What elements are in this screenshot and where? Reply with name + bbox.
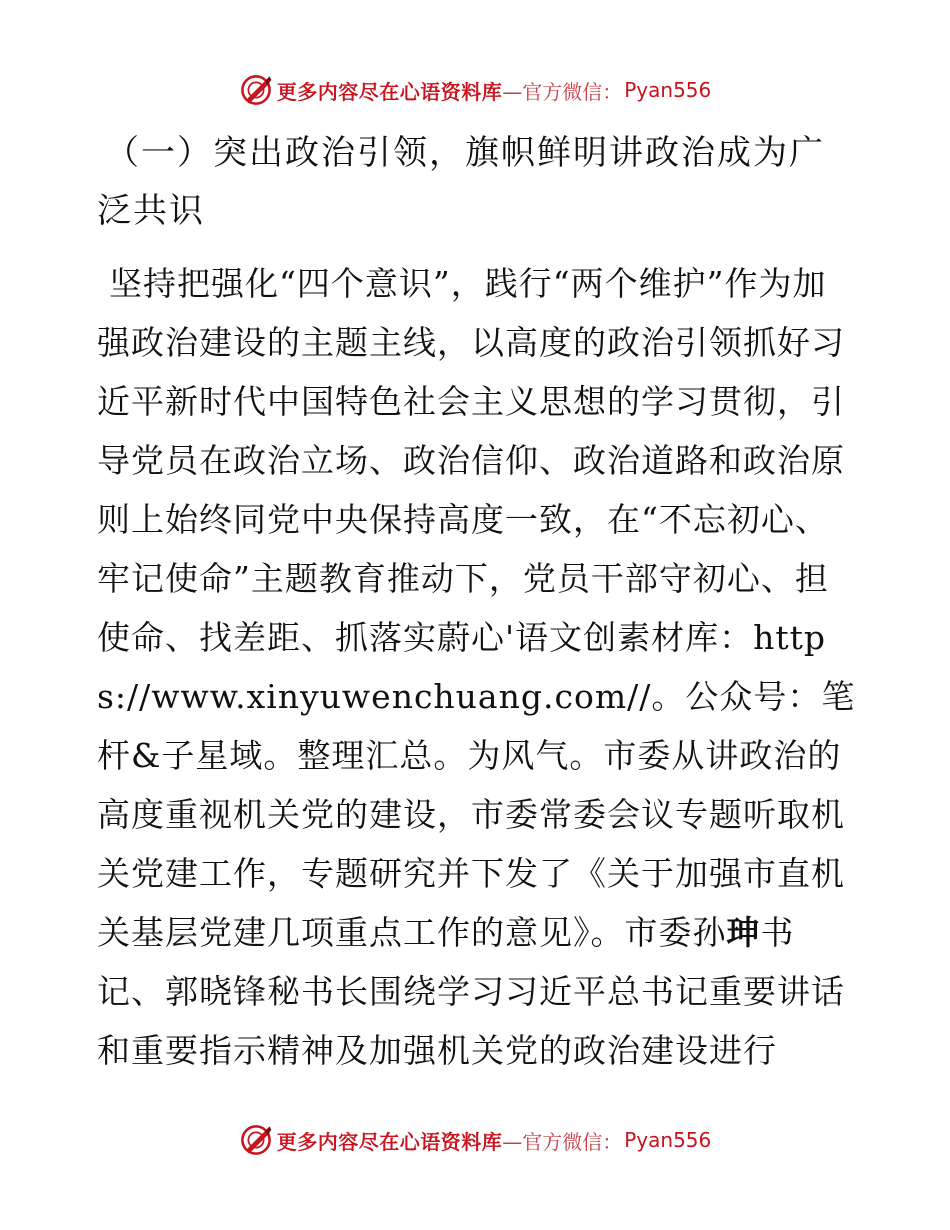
pen-logo-icon <box>239 73 273 107</box>
header-watermark <box>0 70 950 110</box>
banner-wechat-id: Pyan556 <box>624 1128 712 1152</box>
pen-logo-icon <box>239 1123 273 1157</box>
section-heading: （一）突出政治引领，旗帜鲜明讲政治成为广泛共识 <box>97 133 825 231</box>
banner-title: 更多内容尽在心语资料库 <box>276 79 503 104</box>
footer-watermark <box>0 1120 950 1160</box>
banner-wechat-label: —官方微信： <box>502 79 623 104</box>
document-body <box>97 124 857 1080</box>
paragraph-text: 坚持把强化“四个意识”，践行“两个维护”作为加强政治建设的主题主线，以高度的政治引领抓好习近平新时代中国特色社会主义思想的学习贯彻，引导党员在政治立场、政治信仰、政治道路和政治原则上始终同党中央保持高度一致，在“不忘初心、牢记使命”主题教育推动下，党员干部守初心、担使命、找差距、抓落实蔚心'语文创素材库：https://www.xinyuwenchuang.com//。公众号：笔杆&子星域。整理汇总。为风气。市委从讲政治的高度重视机关党的建设，市委常委会议专题听取机关党建工作，专题研究并下发了《关于加强市直机关基层党建几项重点工作的意见》。市委孙 <box>97 264 856 952</box>
body-paragraph <box>97 254 857 1080</box>
paragraph-bold-char: 珅 <box>726 913 761 952</box>
paragraph-text-continued: 书记、郭晓锋秘书长围绕学习习近平总书记重要讲话和重要指示精神及加强机关党的政治建设进行 <box>97 913 845 1070</box>
banner-wechat-id: Pyan556 <box>624 78 712 102</box>
banner-title: 更多内容尽在心语资料库 <box>276 1129 503 1154</box>
banner-wechat-label: —官方微信： <box>502 1129 623 1154</box>
